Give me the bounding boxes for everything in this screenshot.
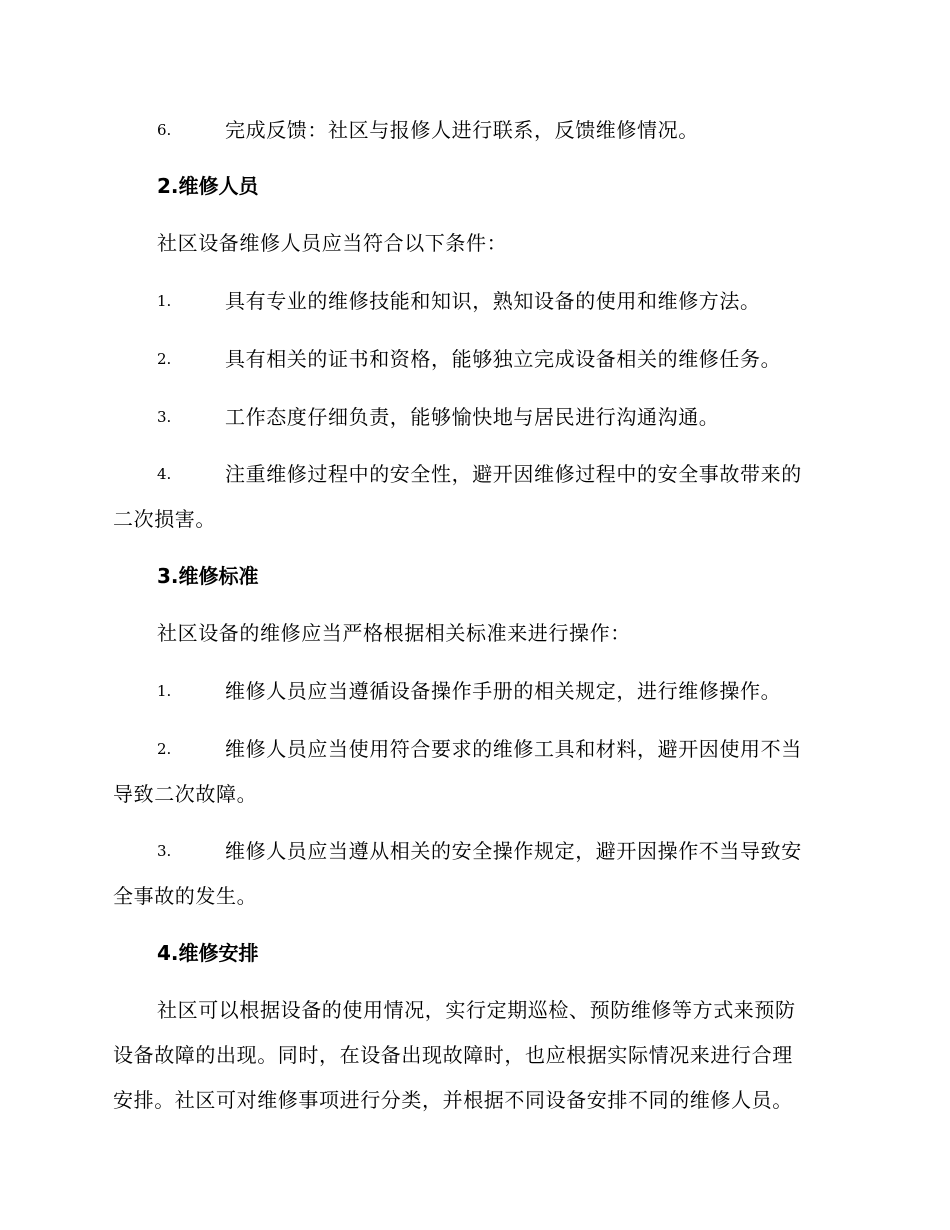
list-item-text: 维修人员应当遵循设备操作手册的相关规定，进行维修操作。 [225, 679, 782, 703]
list-number: 6. [157, 121, 172, 139]
list-item-text-continued: 全事故的发生。 [113, 884, 258, 908]
section-heading-standards: 3.维修标准 [157, 564, 259, 588]
paragraph-line: 社区可以根据设备的使用情况，实行定期巡检、预防维修等方式来预防 [157, 998, 796, 1022]
list-number: 1. [157, 292, 172, 310]
list-item-text: 维修人员应当遵从相关的安全操作规定，避开因操作不当导致安 [225, 839, 802, 863]
list-item-text: 具有专业的维修技能和知识，熟知设备的使用和维修方法。 [225, 289, 761, 313]
list-item-text: 注重维修过程中的安全性，避开因维修过程中的安全事故带来的 [225, 462, 802, 486]
list-item-text-continued: 导致二次故障。 [113, 782, 258, 806]
section-intro: 社区设备维修人员应当符合以下条件： [157, 231, 508, 255]
list-number: 4. [157, 465, 172, 483]
list-item-text: 工作态度仔细负责，能够愉快地与居民进行沟通沟通。 [225, 405, 720, 429]
section-heading-personnel: 2.维修人员 [157, 174, 259, 198]
list-item-text: 具有相关的证书和资格，能够独立完成设备相关的维修任务。 [225, 347, 782, 371]
list-number: 3. [157, 408, 172, 426]
paragraph-line: 设备故障的出现。同时，在设备出现故障时，也应根据实际情况来进行合理 [113, 1043, 793, 1067]
list-number: 3. [157, 842, 172, 860]
list-item-text-continued: 二次损害。 [113, 507, 216, 531]
list-number: 1. [157, 682, 172, 700]
list-number: 2. [157, 350, 172, 368]
section-intro: 社区设备的维修应当严格根据相关标准来进行操作： [157, 621, 631, 645]
list-item-text: 维修人员应当使用符合要求的维修工具和材料，避开因使用不当 [225, 737, 802, 761]
list-item-text: 完成反馈：社区与报修人进行联系，反馈维修情况。 [225, 118, 699, 142]
list-number: 2. [157, 740, 172, 758]
paragraph-line: 安排。社区可对维修事项进行分类，并根据不同设备安排不同的维修人员。 [113, 1088, 793, 1112]
section-heading-arrangement: 4.维修安排 [157, 941, 259, 965]
